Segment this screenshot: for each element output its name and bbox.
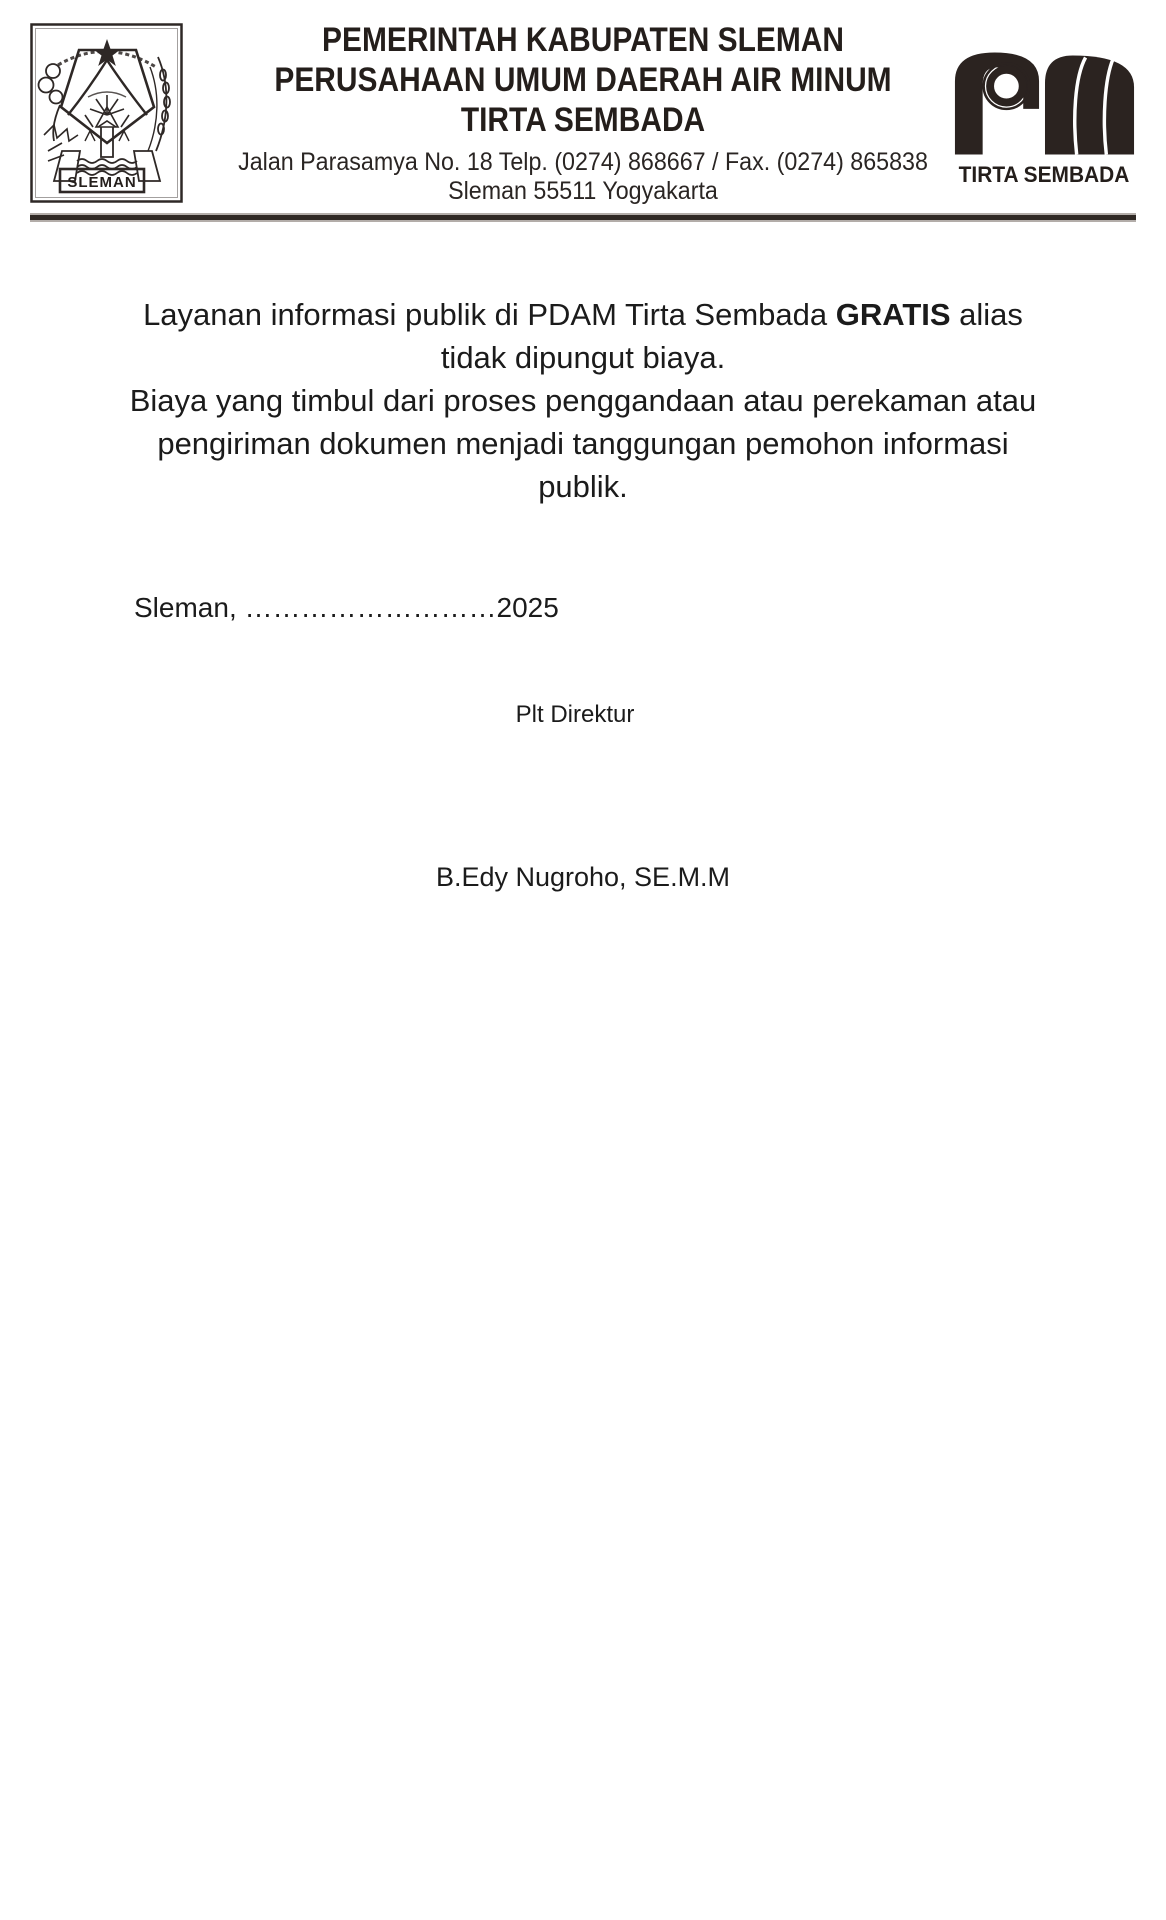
position-title xyxy=(0,701,1166,729)
org-name-line2: PERUSAHAAN UMUM DAERAH AIR MINUM xyxy=(274,61,892,99)
public-info-notice xyxy=(103,293,1063,508)
org-name-line1: PEMERINTAH KABUPATEN SLEMAN xyxy=(322,21,844,59)
sleman-emblem-label: SLEMAN xyxy=(67,174,137,191)
notice-gratis-text: GRATIS xyxy=(835,297,951,332)
tirta-sembada-logo-caption: TIRTA SEMBADA xyxy=(958,162,1130,187)
position-title-text: Plt Direktur xyxy=(515,701,635,728)
notice-line-1-text: Layanan informasi publik di PDAM Tirta Sembada xyxy=(143,297,836,332)
address-line1: Jalan Parasamya No. 18 Telp. (0274) 868667 / Fax. (0274) 865838 xyxy=(238,148,928,176)
notice-line-3: Biaya yang timbul dari proses penggandaan atau perekaman atau xyxy=(129,383,1037,418)
signatory-name: B.Edy Nugroho, SE.M.M xyxy=(435,862,731,892)
notice-line-4: pengiriman dokumen menjadi tanggungan pemohon informasi xyxy=(157,426,1009,461)
org-name-line3: TIRTA SEMBADA xyxy=(460,101,706,139)
date-place-line: Sleman, ………………………2025 xyxy=(134,592,559,623)
notice-line-1-tail: alias xyxy=(950,297,1023,332)
letterhead-divider-rule xyxy=(30,213,1136,222)
notice-line-1 xyxy=(103,293,1063,336)
notice-line-5: publik. xyxy=(538,469,628,504)
notice-line-2: tidak dipungut biaya. xyxy=(440,340,726,375)
tirta-sembada-logo xyxy=(950,46,1138,160)
address-line2: Sleman 55511 Yogyakarta xyxy=(448,177,718,205)
